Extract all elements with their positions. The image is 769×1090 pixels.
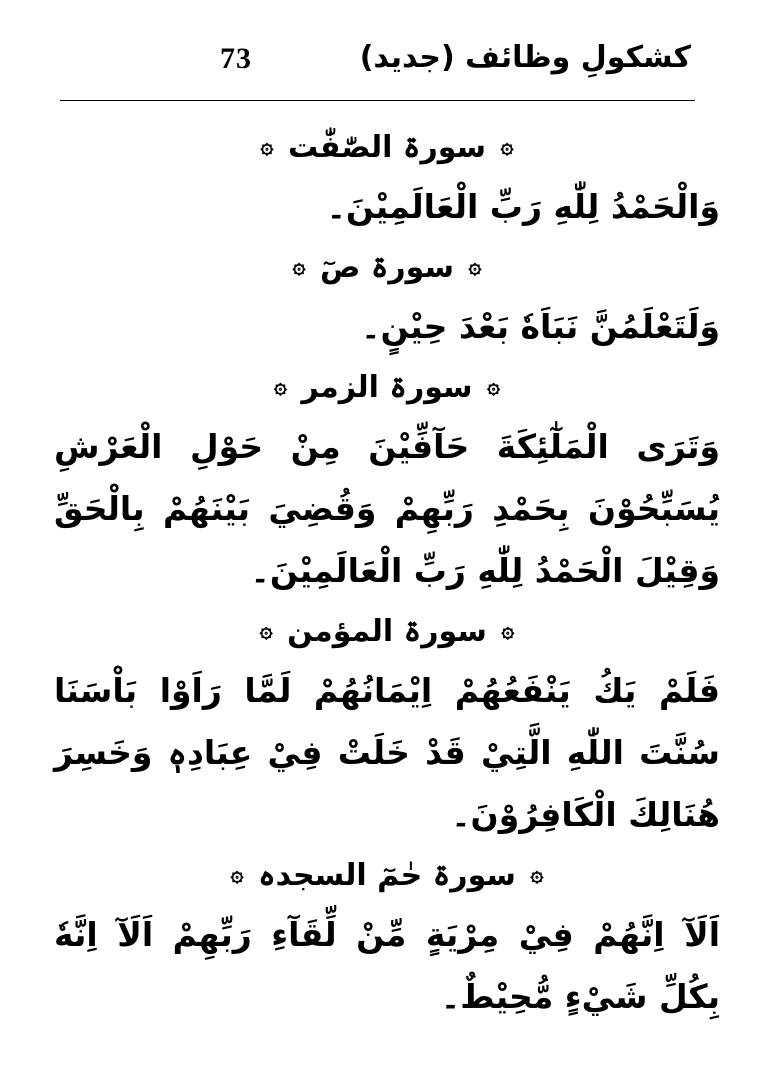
ornament-icon: ۞ [259, 618, 273, 643]
header-divider [60, 100, 695, 101]
ornament-icon: ۞ [501, 618, 515, 643]
surah-heading [52, 358, 722, 416]
section-as-saffat [52, 118, 722, 238]
ornament-icon: ۞ [274, 374, 287, 399]
ornament-icon: ۞ [530, 862, 544, 887]
surah-title: سورۃ المؤمن [287, 613, 487, 649]
ornament-icon: ۞ [487, 374, 500, 399]
surah-heading [52, 238, 722, 296]
ornament-icon: ۞ [292, 254, 306, 279]
verse-text: وَالْحَمْدُ لِلّٰهِ رَبِّ الْعَالَمِيْنَ۔ [326, 187, 720, 226]
surah-title: سورۃ الزمر [301, 369, 473, 405]
surah-heading [52, 846, 722, 904]
surah-heading [52, 118, 722, 176]
ornament-icon: ۞ [230, 862, 244, 887]
page-number: 73 [220, 42, 252, 75]
section-ha-mim-sajdah [52, 846, 722, 1028]
surah-title: سورۃ صٓ [320, 249, 454, 285]
page-header [60, 28, 695, 100]
ornament-icon: ۞ [500, 134, 514, 159]
ornament-icon: ۞ [468, 254, 482, 279]
verse-text: فَلَمْ يَكُ يَنْفَعُهُمْ اِيْمَانُهُمْ لَمَّا رَاَوْا بَاْسَنَا سُنَّتَ اللّٰهِ الَّتِيْ قَدْ خَلَتْ فِيْ عِبَادِهٖ وَخَسِرَ هُنَالِكَ الْكَافِرُوْنَ۔ [54, 671, 720, 834]
verse-text: اَلَآ اِنَّهُمْ فِيْ مِرْيَةٍ مِّنْ لِّقَآءِ رَبِّهِمْ اَلَآ اِنَّهٗ بِكُلِّ شَيْءٍ مُّحِيْطٌ۔ [54, 915, 720, 1016]
verse-text: وَلَتَعْلَمُنَّ نَبَاَهٗ بَعْدَ حِيْنٍ۔ [361, 307, 720, 346]
section-sad [52, 238, 722, 358]
book-title: کشکولِ وظائف (جدید) [359, 40, 691, 75]
surah-title: سورۃ الصّٰفّٰت [287, 129, 487, 165]
page-body [52, 118, 722, 1028]
surah-title: سورۃ حٰمٓ السجدہ [258, 857, 516, 893]
ornament-icon: ۞ [260, 134, 274, 159]
section-az-zumar [52, 358, 722, 602]
section-al-mumin [52, 602, 722, 846]
verse-text: وَتَرَى الْمَلٰٓئِكَةَ حَآفِّيْنَ مِنْ حَوْلِ الْعَرْشِ يُسَبِّحُوْنَ بِحَمْدِ رَبِّهِمْ وَقُضِيَ بَيْنَهُمْ بِالْحَقِّ وَقِيْلَ الْحَمْدُ لِلّٰهِ رَبِّ الْعَالَمِيْنَ۔ [54, 427, 720, 590]
surah-heading [52, 602, 722, 660]
